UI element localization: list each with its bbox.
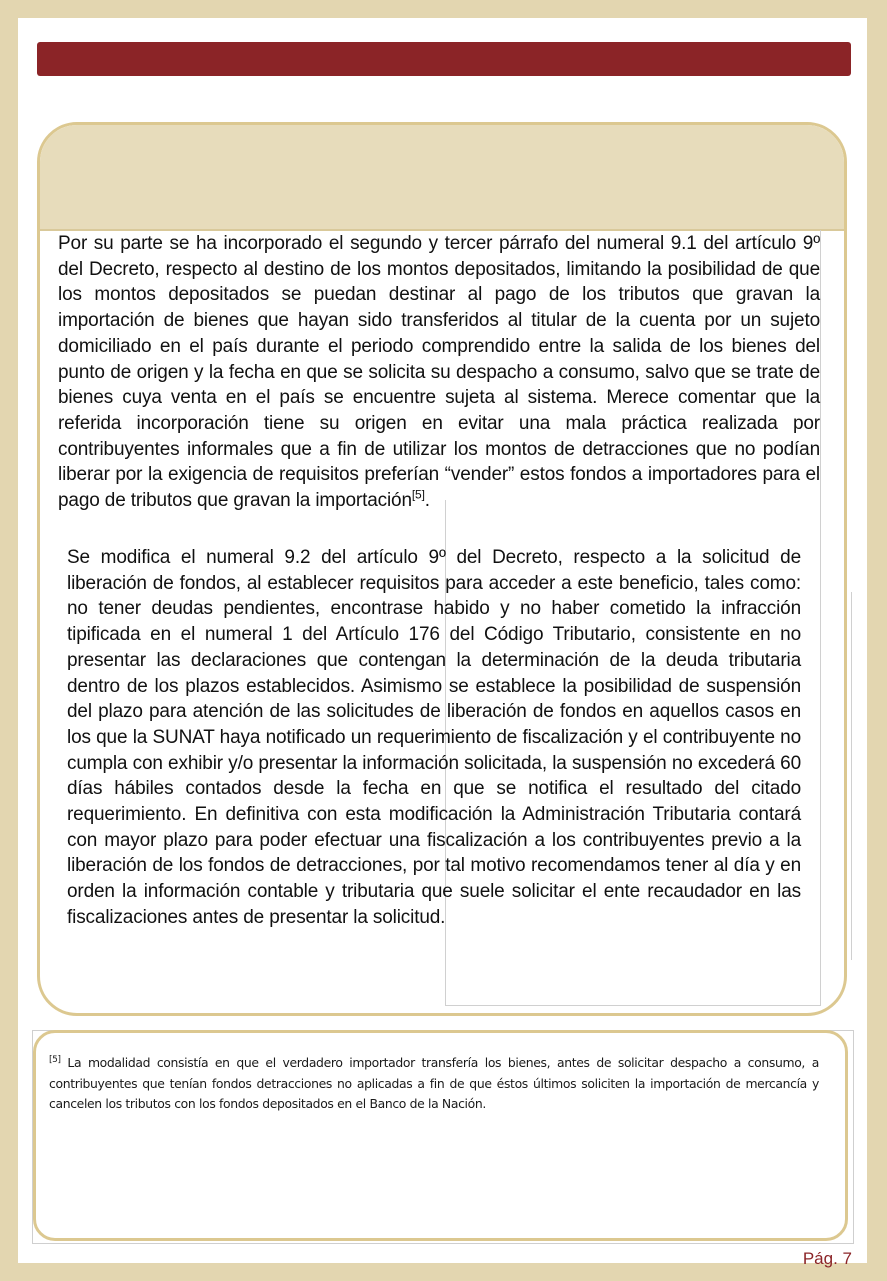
- footnote-body: La modalidad consistía en que el verdadero importador transfería los bienes, antes de solicitar despacho a consumo, a contribuyentes que tenían fondos detracciones no aplicadas a fin de que éstos últimos soliciten la importación de mercancía y cancelen los tributos con los fondos depositados en el Banco de la Nación.: [49, 1055, 819, 1111]
- column-guide-line: [820, 230, 821, 1006]
- header-bar: [37, 42, 851, 76]
- footnote-reference[interactable]: [5]: [411, 487, 425, 502]
- footnote-text: [49, 1053, 819, 1115]
- column-guide-line: [445, 1005, 821, 1006]
- column-guide-line: [851, 592, 852, 960]
- page-number: Pág. 7: [802, 1249, 852, 1268]
- footnote-marker: [5]: [49, 1054, 61, 1065]
- paragraph-end: .: [424, 490, 430, 512]
- paragraph-destino-montos: [58, 231, 820, 514]
- content-box-header: [40, 125, 844, 231]
- paragraph-text: Por su parte se ha incorporado el segundo y tercer párrafo del numeral 9.1 del artículo 9º del Decreto, respecto al destino de los montos depositados, limitando la posibilidad de que los montos depositados se puedan destinar al pago de los tributos que gravan la importación de bienes que hayan sido transferidos al titular de la cuenta por un sujeto domiciliado en el país durante el periodo comprendido entre la salida de los bienes del punto de origen y la fecha en que se solicita su despacho a consumo, salvo que se trate de bienes cuya venta en el país se encuentre sujeta al sistema. Merece comentar que la referida incorporación tiene su origen en evitar una mala práctica realizada por contribuyentes informales que a fin de utilizar los montos de detracciones que no podían liberar por la exigencia de requisitos preferían “vender” estos fondos a importadores para el pago de tributos que gravan la importación: [58, 233, 820, 512]
- paragraph-liberacion-fondos: Se modifica el numeral 9.2 del artículo 9º del Decreto, respecto a la solicitud de liberación de fondos, al establecer requisitos para acceder a este beneficio, tales como: no tener deudas pendientes, encontrase habido y no haber cometido la infracción tipificada en el numeral 1 del Artículo 176 del Código Tributario, consistente en no presentar las declaraciones que contengan la determinación de la deuda tributaria dentro de los plazos establecidos. Asimismo se establece la posibilidad de suspensión del plazo para atención de las solicitudes de liberación de fondos en aquellos casos en los que la SUNAT haya notificado un requerimiento de fiscalización y el contribuyente no cumpla con exhibir y/o presentar la información solicitada, la suspensión no excederá 60 días hábiles contados desde la fecha en que se notifica el resultado del citado requerimiento. En definitiva con esta modificación la Administración Tributaria contará con mayor plazo para poder efectuar una fiscalización a los contribuyentes previo a la liberación de los fondos de detracciones, por tal motivo recomendamos tener al día y en orden la información contable y tributaria que suele solicitar el ente recaudador en las fiscalizaciones antes de presentar la solicitud.: [67, 547, 801, 928]
